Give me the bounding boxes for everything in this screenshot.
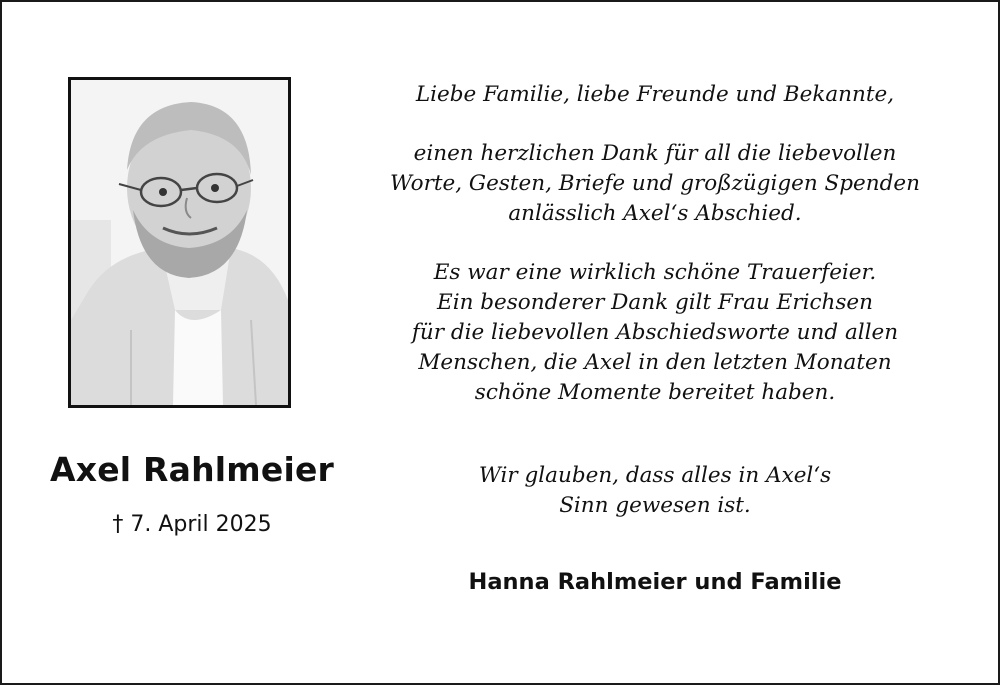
belief-paragraph	[332, 461, 978, 521]
salutation-line: Liebe Familie, liebe Freunde und Bekannte,	[415, 82, 895, 107]
thanks-line: Worte, Gesten, Briefe und großzügigen Spenden	[390, 171, 920, 196]
ceremony-line: Ein besonderer Dank gilt Frau Erichsen	[437, 290, 873, 315]
ceremony-line: schöne Momente bereitet haben.	[474, 380, 836, 405]
ceremony-line: Es war eine wirklich schöne Trauerfeier.	[433, 260, 877, 285]
family-signature: Hanna Rahlmeier und Familie	[468, 569, 842, 595]
death-date: † 7. April 2025	[112, 512, 272, 537]
deceased-name: Axel Rahlmeier	[49, 450, 335, 489]
thanks-paragraph	[332, 139, 978, 229]
ceremony-line: für die liebevollen Abschiedsworte und allen	[411, 320, 899, 345]
portrait-image	[71, 80, 288, 405]
ceremony-paragraph	[332, 258, 978, 408]
salutation	[332, 80, 978, 110]
thanks-line: einen herzlichen Dank für all die liebevollen	[413, 141, 897, 166]
ceremony-line: Menschen, die Axel in den letzten Monaten	[418, 350, 892, 375]
thanks-line: anlässlich Axel‘s Abschied.	[508, 201, 802, 226]
portrait-photo	[68, 77, 291, 408]
belief-line: Wir glauben, dass alles in Axel‘s	[478, 463, 832, 488]
belief-line: Sinn gewesen ist.	[559, 493, 751, 518]
